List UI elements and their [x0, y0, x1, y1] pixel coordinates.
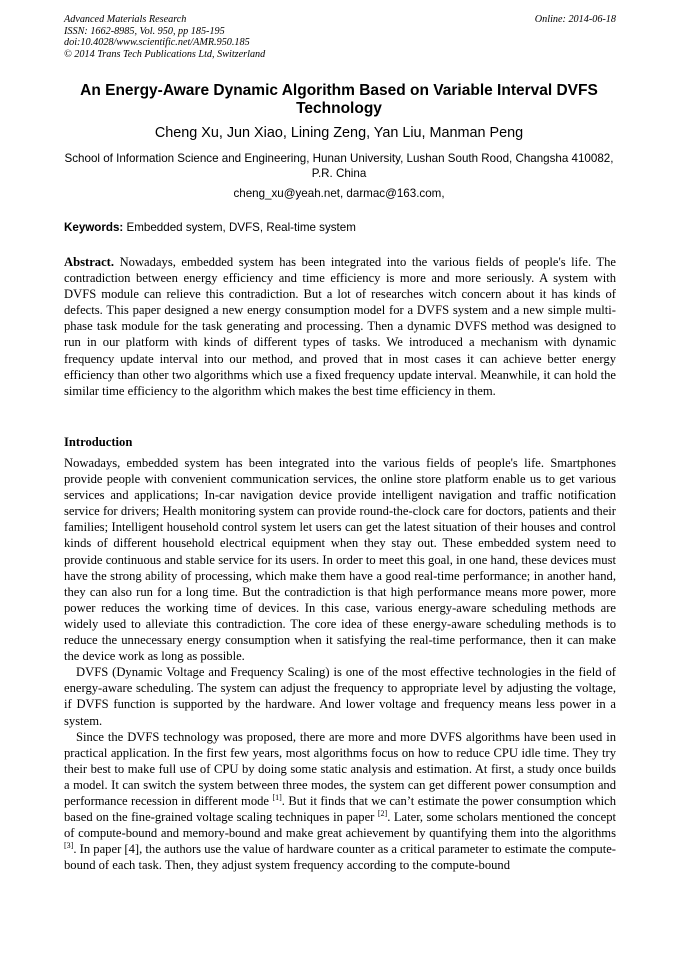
- issn-line: ISSN: 1662-8985, Vol. 950, pp 185-195: [64, 25, 225, 37]
- intro-p3-text-c: . Later, some scholars mentioned the concept of compute-bound and memory-bound and make great achievement by quantifying them into the algorithms: [64, 810, 616, 841]
- journal-header: [64, 14, 616, 60]
- abstract-label: Abstract.: [64, 255, 115, 269]
- abstract: [64, 254, 616, 399]
- citation-ref-1[interactable]: [1]: [272, 792, 282, 802]
- intro-p3-text-a: Since the DVFS technology was proposed, there are more and more DVFS algorithms have been used in practical application. In the first few years, most algorithms focus on how to reduce CPU idle time. They try their best to make full use of CPU by doing some static analysis and estimation. At first, a study once builds a model. It can switch the system between three modes, the system can get different power consumption and performance recession in different mode: [64, 729, 616, 808]
- author-affiliation: School of Information Science and Engineering, Hunan University, Lushan South Rood, Changsha 410082, P.R. China: [64, 152, 614, 180]
- online-date: Online: 2014-06-18: [534, 14, 616, 25]
- intro-paragraph-1: Nowadays, embedded system has been integrated into the various fields of people's life. Smartphones provide people with convenient communication services, the online store platform enable us to get various services and applications; In-car navigation device provide intelligent navigation and traffic notification service for drivers; Health monitoring system can provide round-the-clock care for doctors, patients and their families; Intelligent household control system let users can get the latest situation of their houses and control kinds of different household electrical equipment when they stay out. These embedded system need to provide continuous and stable service for its users. In order to meet this goal, in one hand, these devices must have the strong ability of processing, which make them have a good real-time performance; in another hand, they can also run for a long time. But the contradiction is that high performance means more power, more power reduces the working time of devices. In this case, various energy-aware scheduling methods are widely used to alleviate this contradiction. The core idea of these energy-aware scheduling methods is to reduce the unnecessary energy consumption when it satisfying the real-time performance, then it can make the device work as long as possible.: [64, 456, 616, 664]
- keywords-list: Embedded system, DVFS, Real-time system: [126, 221, 356, 234]
- citation-ref-3[interactable]: [3]: [64, 841, 74, 851]
- keywords: [64, 220, 616, 235]
- intro-p3-text-b: . But it finds that we can’t estimate the power consumption which based on the fine-grained voltage scaling techniques in paper: [64, 793, 616, 825]
- journal-name: Advanced Materials Research: [64, 14, 187, 25]
- intro-p3-text-d: . In paper [4], the authors use the value of hardware counter as a critical parameter to estimate the compute-bound of each task. Then, they adjust system frequency according to the compute-bound: [64, 842, 616, 873]
- paper-title: An Energy-Aware Dynamic Algorithm Based on Variable Interval DVFS Technology: [80, 82, 598, 117]
- author-emails[interactable]: cheng_xu@yeah.net, darmac@163.com,: [233, 187, 445, 200]
- keywords-label: Keywords:: [64, 221, 124, 234]
- intro-paragraph-2: DVFS (Dynamic Voltage and Frequency Scaling) is one of the most effective technologies in the field of energy-aware scheduling. The system can adjust the frequency to appropriate level by adjusting the voltage, if DVFS function is supported by the hardware. And lower voltage and frequency means less power in a system.: [64, 665, 616, 728]
- citation-ref-2[interactable]: [2]: [377, 809, 388, 819]
- copyright-line: © 2014 Trans Tech Publications Ltd, Switzerland: [64, 48, 266, 60]
- abstract-text: Nowadays, embedded system has been integrated into the various fields of people's life. The contradiction between energy efficiency and time efficiency is more and more seriously. A system with DVFS module can relieve this contradiction. But a lot of researches witch concern about it has kinds of defects. This paper designed a new energy consumption model for a DVFS system and a new simple multi-phase task module for the task generating and processing. Then a dynamic DVFS method was designed to run in our platform with kinds of different types of tasks. We introduced a mechanism with dynamic frequency update interval into our method, and proved that in most cases it can achieve better energy efficiency than other two algorithms which use a fixed frequency update interval. Meanwhile, it can hold the similar time efficiency to the algorithm which makes the best time efficiency in them.: [64, 255, 616, 398]
- paper-authors: Cheng Xu, Jun Xiao, Lining Zeng, Yan Liu, Manman Peng: [154, 125, 524, 141]
- introduction-body: [64, 455, 616, 873]
- intro-paragraph-3: [64, 729, 616, 874]
- doi-line[interactable]: doi:10.4028/www.scientific.net/AMR.950.185: [64, 37, 250, 49]
- section-heading-introduction: Introduction: [64, 435, 133, 449]
